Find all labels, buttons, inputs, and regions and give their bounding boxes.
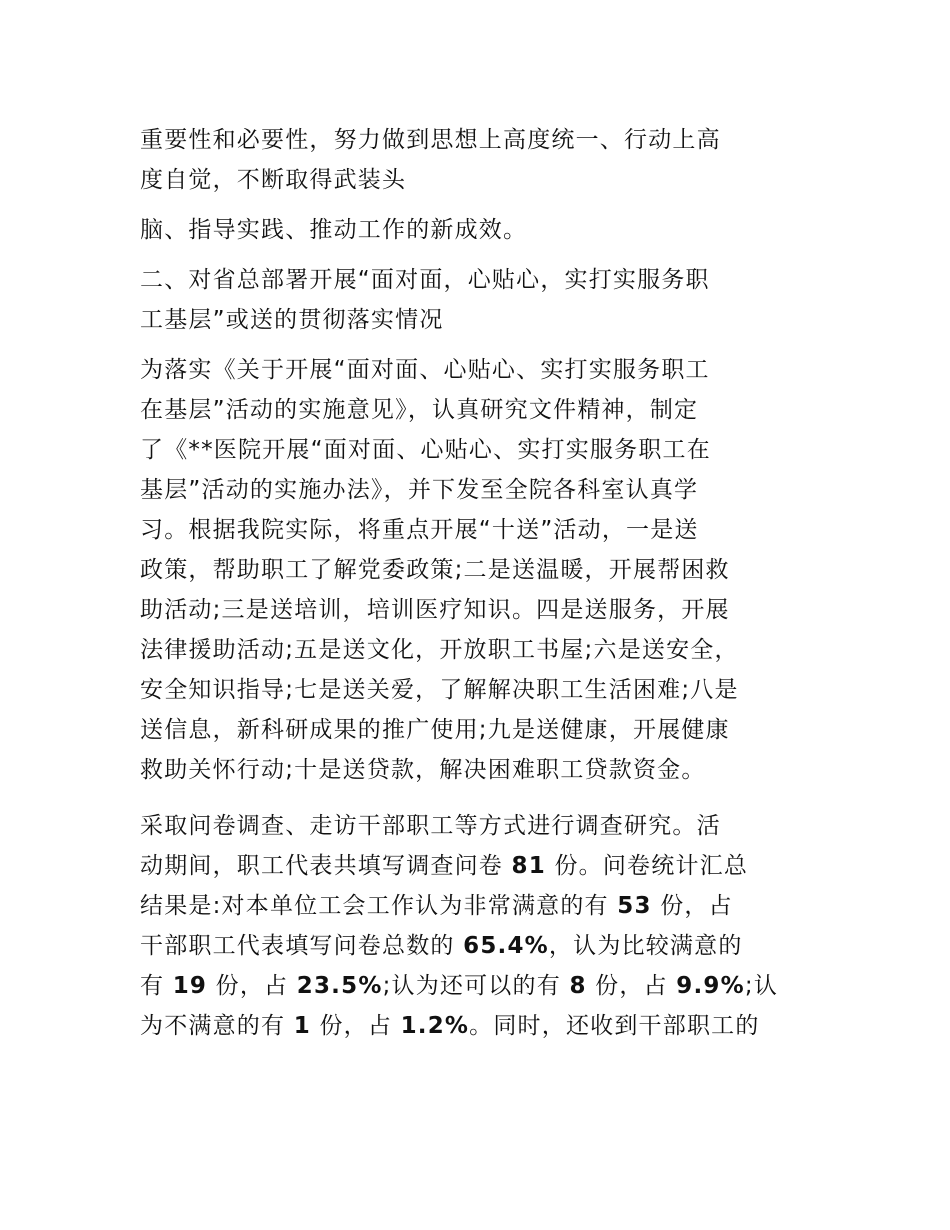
satisfied-percent: 23.5% bbox=[296, 973, 383, 999]
text-line: 为落实《关于开展“面对面、心贴心、实打实服务职工 bbox=[140, 357, 710, 383]
text-line: 重要性和必要性，努力做到思想上高度统一、行动上高 bbox=[140, 127, 721, 153]
text-line: 政策，帮助职工了解党委政策;二是送温暖，开展帮困救 bbox=[140, 557, 730, 583]
paragraph-2 bbox=[140, 210, 830, 250]
unsatisfied-percent: 1.2% bbox=[400, 1013, 470, 1039]
paragraph-3 bbox=[140, 350, 830, 790]
text-line: 二、对省总部署开展“面对面，心贴心，实打实服务职 bbox=[140, 267, 710, 293]
section-heading-2 bbox=[140, 260, 830, 340]
text-line: 习。根据我院实际，将重点开展“十送”活动，一是送 bbox=[140, 517, 699, 543]
text-line: 基层”活动的实施办法》，并下发至全院各科室认真学 bbox=[140, 477, 699, 503]
paragraph-1 bbox=[140, 120, 830, 200]
text-line: 送信息，新科研成果的推广使用;九是送健康，开展健康 bbox=[140, 717, 730, 743]
text-line: 救助关怀行动;十是送贷款，解决困难职工贷款资金。 bbox=[140, 757, 706, 783]
text-line: 了《**医院开展“面对面、心贴心、实打实服务职工在 bbox=[140, 437, 711, 463]
text-line: 脑、指导实践、推动工作的新成效。 bbox=[140, 217, 528, 243]
text-line: 度自觉，不断取得武装头 bbox=[140, 167, 407, 193]
ok-count: 8 bbox=[569, 973, 587, 999]
unsatisfied-count: 1 bbox=[293, 1013, 311, 1039]
text-line: 为不满意的有 1 份，占 1.2%。同时，还收到干部职工的 bbox=[140, 1013, 760, 1039]
text-line: 助活动;三是送培训，培训医疗知识。四是送服务，开展 bbox=[140, 597, 730, 623]
very-satisfied-count: 53 bbox=[617, 893, 652, 919]
text-line: 工基层”或送的贯彻落实情况 bbox=[140, 307, 444, 333]
text-line: 结果是:对本单位工会工作认为非常满意的有 53 份，占 bbox=[140, 893, 733, 919]
text-line: 动期间，职工代表共填写调查问卷 81 份。问卷统计汇总 bbox=[140, 853, 749, 879]
text-line: 采取问卷调查、走访干部职工等方式进行调查研究。活 bbox=[140, 813, 721, 839]
survey-total-count: 81 bbox=[511, 853, 546, 879]
text-line: 干部职工代表填写问卷总数的 65.4%，认为比较满意的 bbox=[140, 933, 743, 959]
text-line: 安全知识指导;七是送关爱，了解解决职工生活困难;八是 bbox=[140, 677, 739, 703]
text-line: 法律援助活动;五是送文化，开放职工书屋;六是送安全， bbox=[140, 637, 739, 663]
satisfied-count: 19 bbox=[172, 973, 208, 999]
text-line: 在基层”活动的实施意见》，认真研究文件精神，制定 bbox=[140, 397, 699, 423]
ok-percent: 9.9% bbox=[676, 973, 745, 999]
document-page bbox=[140, 120, 830, 1046]
paragraph-4 bbox=[140, 806, 830, 1046]
very-satisfied-percent: 65.4% bbox=[463, 933, 549, 959]
text-line: 有 19 份，占 23.5%;认为还可以的有 8 份，占 9.9%;认 bbox=[140, 973, 779, 999]
